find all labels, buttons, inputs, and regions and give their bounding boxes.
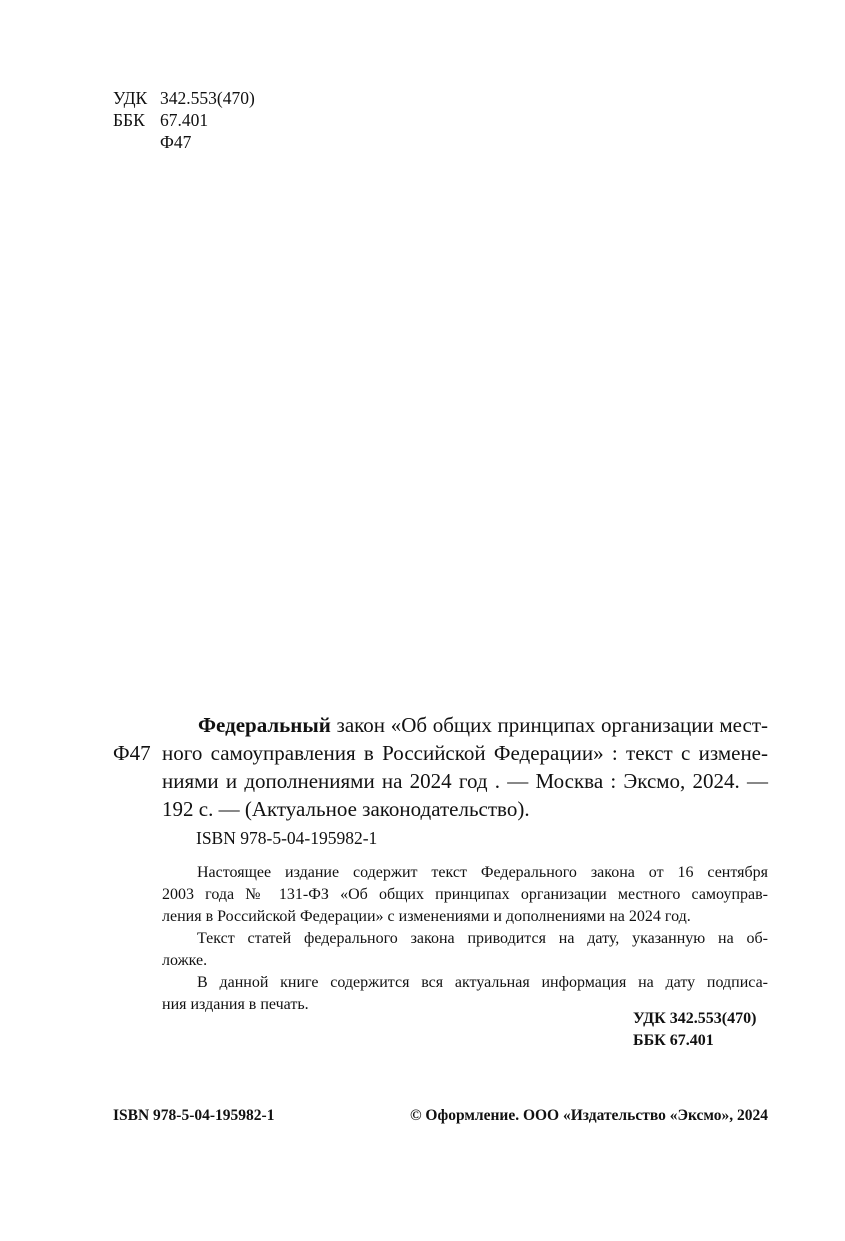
annotation-p2-line-1: Текст статей федерального закона приводится на дату, указанную на об- — [197, 930, 768, 947]
bbk-value: 67.401 — [160, 110, 209, 130]
annotation-p1-line-1: Настоящее издание содержит текст Федерального закона от 16 сентября — [197, 864, 768, 881]
udk-code-top — [113, 87, 255, 109]
entry-line-4: 192 с. — (Актуальное законодательство). — [162, 797, 530, 821]
annotation-p1-line-3: ления в Российской Федерации» с изменениями и дополнениями на 2024 год. — [162, 908, 691, 925]
entry-line-2: ного самоуправления в Российской Федерации» : текст с измене- — [162, 741, 768, 765]
footer-isbn: ISBN 978-5-04-195982-1 — [113, 1107, 275, 1124]
bbk-code-top — [113, 109, 208, 131]
footer-copyright: © Оформление. ООО «Издательство «Эксмо», 2024 — [409, 1107, 768, 1124]
entry-line-1-rest: закон «Об общих принципах организации мест- — [330, 713, 768, 737]
bbk-code-right: ББК 67.401 — [633, 1032, 714, 1049]
annotation-p1-line-2: 2003 года № 131-ФЗ «Об общих принципах организации местного самоуправ- — [162, 886, 768, 903]
isbn-main: ISBN 978-5-04-195982-1 — [196, 828, 378, 848]
annotation-p3-line-2: ния издания в печать. — [162, 996, 309, 1013]
annotation-p2-line-2: ложке. — [162, 952, 208, 969]
entry-line-3: ниями и дополнениями на 2024 год . — Москва : Эксмо, 2024. — — [162, 769, 768, 793]
udk-value: 342.553(470) — [160, 88, 255, 108]
author-sign-top: Ф47 — [160, 132, 192, 152]
udk-label: УДК — [113, 88, 148, 108]
annotation-p3-line-1: В данной книге содержится вся актуальная информация на дату подписа- — [197, 974, 768, 991]
entry-title-bold: Федеральный — [198, 713, 331, 737]
bbk-label: ББК — [113, 110, 145, 130]
udk-code-right: УДК 342.553(470) — [633, 1010, 757, 1027]
entry-line-1 — [198, 711, 768, 739]
author-sign-entry: Ф47 — [113, 741, 151, 765]
